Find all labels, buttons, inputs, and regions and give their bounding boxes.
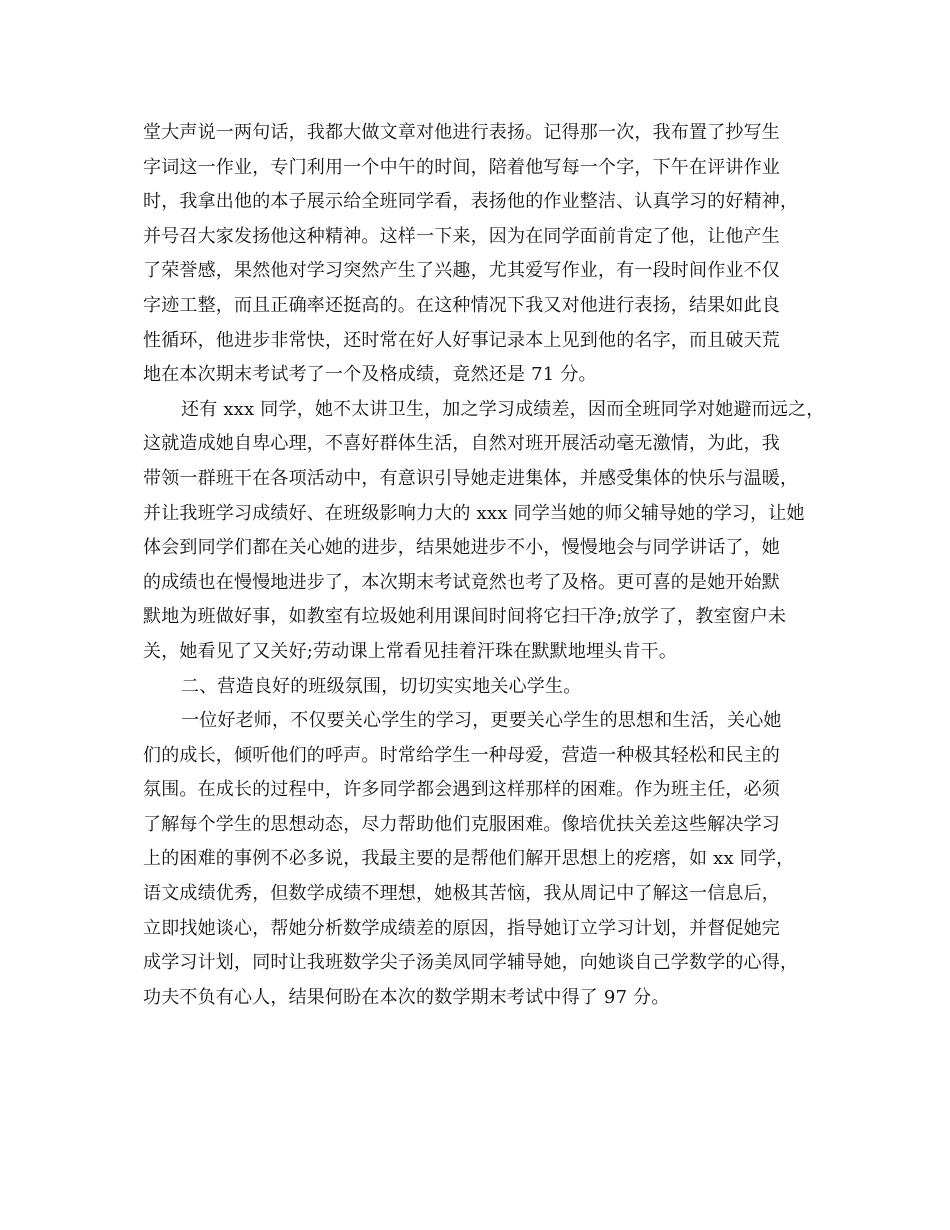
text-line: 字迹工整，而且正确率还挺高的。在这种情况下我又对他进行表扬，结果如此良 xyxy=(143,294,780,316)
text-line: 关，她看见了又关好;劳动课上常看见挂着汗珠在默默地埋头肯干。 xyxy=(143,640,678,662)
text-line: 立即找她谈心，帮她分析数学成绩差的原因，指导她订立学习计划，并督促她完 xyxy=(143,917,780,939)
text-line: 性循环，他进步非常快，还时常在好人好事记录本上见到他的名字，而且破天荒 xyxy=(143,329,780,351)
text-line: 语文成绩优秀，但数学成绩不理想，她极其苦恼，我从周记中了解这一信息后， xyxy=(143,883,780,905)
text-line: 还有 xxx 同学，她不太讲卫生，加之学习成绩差，因而全班同学对她避而远之， xyxy=(181,398,825,420)
text-line: 一位好老师，不仅要关心学生的学习，更要关心学生的思想和生活，关心她 xyxy=(181,710,782,732)
text-line: 的成绩也在慢慢地进步了，本次期末考试竟然也考了及格。更可喜的是她开始默 xyxy=(143,571,780,593)
text-line: 地在本次期末考试考了一个及格成绩，竟然还是 71 分。 xyxy=(143,364,597,386)
text-line: 堂大声说一两句话，我都大做文章对他进行表扬。记得那一次，我布置了抄写生 xyxy=(143,122,780,143)
text-line: 成学习计划，同时让我班数学尖子汤美凤同学辅导她，向她谈自己学数学的心得， xyxy=(143,952,799,974)
text-line: 这就造成她自卑心理，不喜好群体生活，自然对班开展活动毫无激情，为此，我 xyxy=(143,433,780,455)
text-line: 体会到同学们都在关心她的进步，结果她进步不小，慢慢地会与同学讲话了，她 xyxy=(143,537,780,559)
text-line: 了荣誉感，果然他对学习突然产生了兴趣，尤其爱写作业，有一段时间作业不仅 xyxy=(143,260,780,282)
text-line: 并让我班学习成绩好、在班级影响力大的 xxx 同学当她的师父辅导她的学习，让她 xyxy=(143,502,805,524)
text-line: 上的困难的事例不必多说，我最主要的是帮他们解开思想上的疙瘩，如 xx 同学， xyxy=(143,848,795,870)
text-line: 们的成长，倾听他们的呼声。时常给学生一种母爱，营造一种极其轻松和民主的 xyxy=(143,744,780,766)
text-line: 时，我拿出他的本子展示给全班同学看，表扬他的作业整洁、认真学习的好精神， xyxy=(143,191,799,213)
text-line: 并号召大家发扬他这种精神。这样一下来，因为在同学面前肯定了他，让他产生 xyxy=(143,225,780,247)
text-line: 二、营造良好的班级氛围，切切实实地关心学生。 xyxy=(181,675,582,697)
text-line: 默地为班做好事，如教室有垃圾她利用课间时间将它扫干净;放学了，教室窗户未 xyxy=(143,606,787,628)
text-line: 带领一群班干在各项活动中，有意识引导她走进集体，并感受集体的快乐与温暖， xyxy=(143,467,799,489)
body-text xyxy=(143,116,843,1015)
text-line: 了解每个学生的思想动态，尽力帮助他们克服困难。像培优扶关差这些解决学习 xyxy=(143,813,780,835)
text-line: 字词这一作业，专门利用一个中午的时间，陪着他写每一个字，下午在评讲作业 xyxy=(143,156,780,178)
text-line: 功夫不负有心人，结果何盼在本次的数学期末考试中得了 97 分。 xyxy=(143,986,670,1008)
text-line: 氛围。在成长的过程中，许多同学都会遇到这样那样的困难。作为班主任，必须 xyxy=(143,779,780,801)
